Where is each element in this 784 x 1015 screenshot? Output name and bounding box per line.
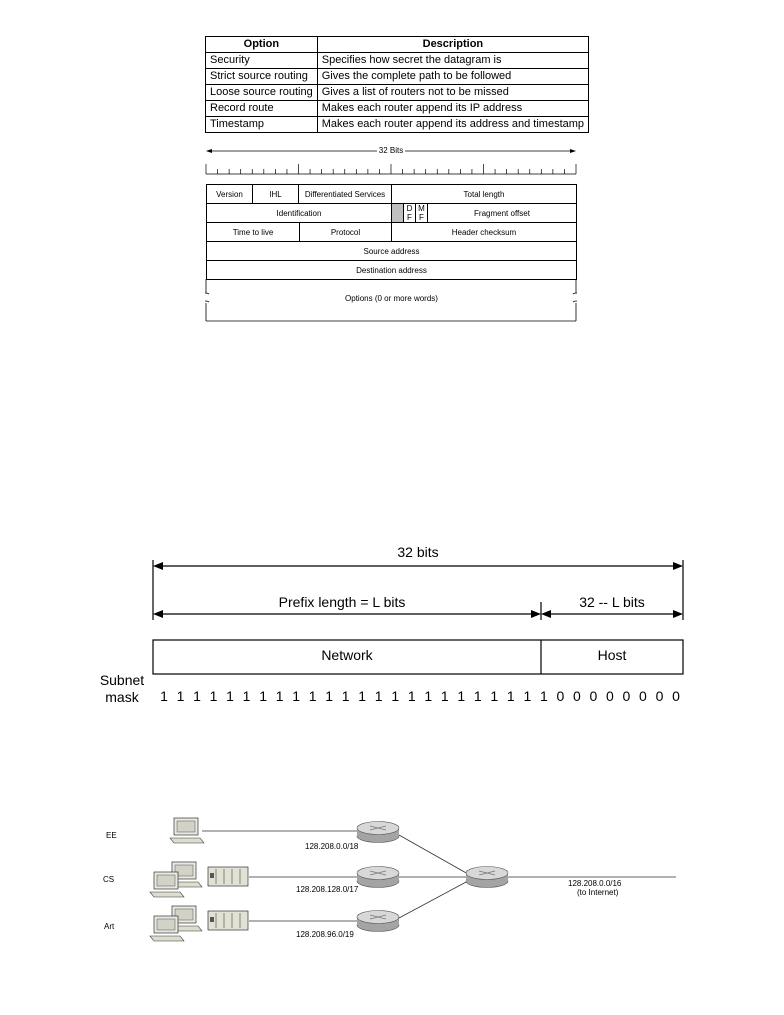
mask-one-bit: 1	[292, 688, 301, 704]
mask-one-bit: 1	[506, 688, 515, 704]
host-bits-label: 32 -- L bits	[579, 594, 645, 610]
mask-one-bit: 1	[358, 688, 367, 704]
mask-one-bit: 1	[259, 688, 267, 704]
uplink-prefix-label: 128.208.0.0/16	[568, 879, 622, 888]
mask-one-bit: 1	[325, 688, 334, 704]
mf-flag-top: M	[418, 204, 425, 213]
ihl-field: IHL	[252, 184, 299, 204]
mask-one-bit: 1	[407, 688, 416, 704]
option-description: Gives a list of routers not to be missed	[317, 85, 588, 101]
identification-field: Identification	[206, 203, 392, 223]
mask-one-bit: 1	[523, 688, 532, 704]
diff-services-field: Differentiated Services	[298, 184, 392, 204]
table-row	[206, 69, 589, 85]
mask-zero-bit: 0	[589, 688, 598, 704]
mask-zero-bit: 0	[572, 688, 581, 704]
mask-one-bit: 1	[341, 688, 350, 704]
mask-zero-bit: 0	[672, 688, 680, 704]
column-header-description: Description	[317, 37, 588, 53]
destination-address-field: Destination address	[206, 260, 577, 280]
protocol-field: Protocol	[299, 222, 392, 242]
ttl-field: Time to live	[206, 222, 300, 242]
mask-one-bit: 1	[160, 688, 168, 704]
ipv4-header-diagram	[205, 140, 577, 325]
subnet-mask-label-line2: mask	[105, 689, 139, 705]
column-header-option: Option	[206, 37, 318, 53]
ee-router-icon	[357, 822, 399, 843]
ip-options-table	[205, 36, 589, 133]
option-name: Loose source routing	[206, 85, 318, 101]
mask-one-bit: 1	[209, 688, 218, 704]
mask-one-bit: 1	[539, 688, 548, 704]
mask-one-bit: 1	[490, 688, 499, 704]
mask-one-bit: 1	[473, 688, 482, 704]
mask-one-bit: 1	[391, 688, 400, 704]
network-field: Network	[321, 647, 373, 663]
cs-router-icon	[357, 867, 399, 888]
df-flag-top: D	[406, 204, 413, 213]
table-header-row	[206, 37, 589, 53]
mask-zero-bit: 0	[556, 688, 565, 704]
ee-prefix-label: 128.208.0.0/18	[305, 842, 359, 851]
art-prefix-label: 128.208.96.0/19	[296, 930, 354, 939]
bit-width-label: 32 Bits	[378, 146, 404, 155]
total-length-field: Total length	[391, 184, 577, 204]
option-name: Timestamp	[206, 117, 318, 133]
ee-computer-icon	[170, 818, 204, 843]
cs-department-label: CS	[103, 875, 115, 884]
host-field: Host	[597, 647, 627, 663]
mask-one-bit: 1	[440, 688, 449, 704]
table-row	[206, 101, 589, 117]
mask-one-bit: 1	[226, 688, 234, 704]
mask-one-bit: 1	[457, 688, 466, 704]
subnet-mask-label-line1: Subnet	[99, 672, 145, 688]
option-name: Strict source routing	[206, 69, 318, 85]
art-department-label: Art	[104, 922, 115, 931]
mask-zero-bit: 0	[655, 688, 664, 704]
table-row	[206, 53, 589, 69]
fragment-offset-field: Fragment offset	[427, 203, 577, 223]
option-name: Security	[206, 53, 318, 69]
header-checksum-field: Header checksum	[391, 222, 577, 242]
prefix-length-label: Prefix length = L bits	[278, 594, 406, 610]
mask-one-bit: 1	[176, 688, 185, 704]
version-field: Version	[206, 184, 253, 204]
options-field: Options (0 or more words)	[345, 294, 438, 303]
subnet-mask-bits	[0, 688, 784, 708]
mask-one-bit: 1	[242, 688, 251, 704]
central-router-icon	[466, 867, 508, 888]
option-description: Makes each router append its address and timestamp	[317, 117, 588, 133]
option-description: Gives the complete path to be followed	[317, 69, 588, 85]
mask-one-bit: 1	[193, 688, 201, 704]
cs-prefix-label: 128.208.128.0/17	[296, 885, 359, 894]
mask-zero-bit: 0	[622, 688, 631, 704]
option-description: Makes each router append its IP address	[317, 101, 588, 117]
mask-zero-bit: 0	[639, 688, 647, 704]
mf-flag-bottom: F	[419, 213, 424, 222]
network-diagram	[0, 810, 784, 950]
table-row	[206, 85, 589, 101]
df-flag-bottom: F	[407, 213, 412, 222]
mask-zero-bit: 0	[606, 688, 614, 704]
mask-one-bit: 1	[308, 688, 317, 704]
mask-one-bit: 1	[424, 688, 433, 704]
art-router-icon	[357, 911, 399, 932]
art-switch-icon	[208, 911, 248, 930]
option-name: Record route	[206, 101, 318, 117]
option-description: Specifies how secret the datagram is	[317, 53, 588, 69]
total-bits-label: 32 bits	[397, 544, 439, 560]
mask-one-bit: 1	[374, 688, 383, 704]
table-row	[206, 117, 589, 133]
uplink-note-label: (to Internet)	[577, 888, 619, 897]
cs-switch-icon	[208, 867, 248, 886]
ee-department-label: EE	[106, 831, 117, 840]
source-address-field: Source address	[206, 241, 577, 261]
mask-one-bit: 1	[275, 688, 284, 704]
